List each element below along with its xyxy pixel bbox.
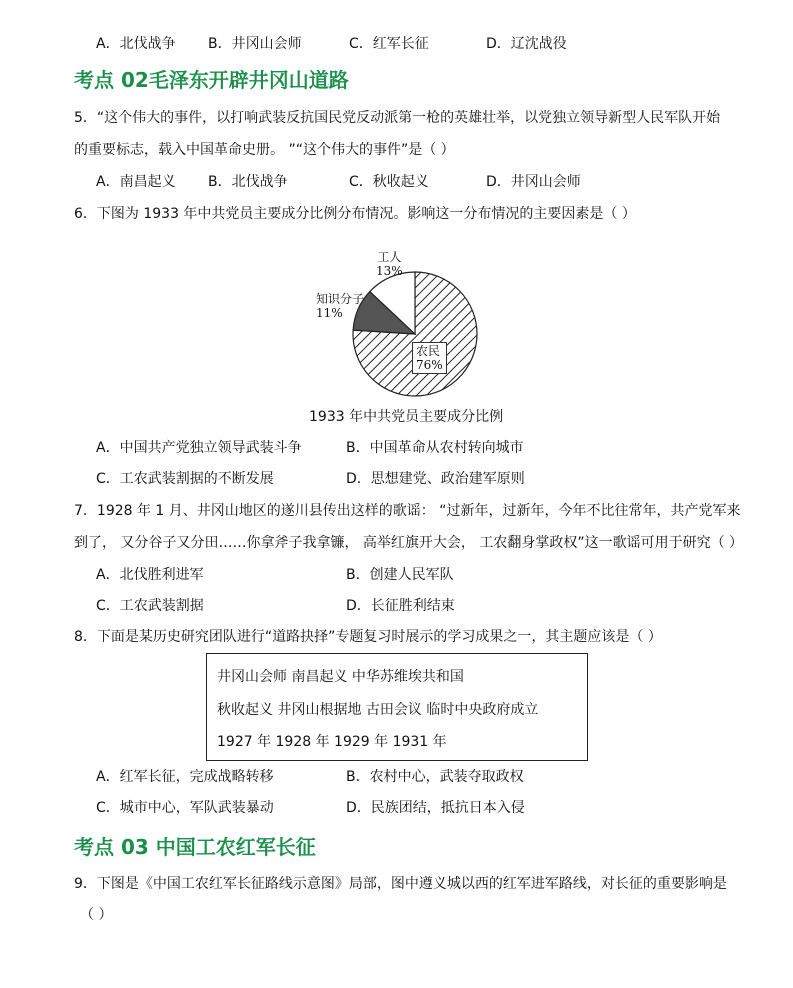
q5-option-b: B．北伐战争	[208, 174, 288, 190]
pie-label-worker-value: 13%	[376, 264, 403, 278]
pie-label-peasant-name: 农民	[416, 344, 441, 358]
pie-label-peasant	[412, 342, 447, 374]
q6-option-d: D．思想建党、政治建军原则	[346, 471, 525, 487]
pie-label-intellectual-name: 知识分子	[316, 292, 365, 306]
q8-option-a: A．红军长征，完成战略转移	[96, 769, 274, 785]
q6-option-a: A．中国共产党独立领导武装斗争	[96, 440, 302, 456]
q5-option-d: D．井冈山会师	[486, 174, 581, 190]
pie-label-intellectual-value: 11%	[316, 306, 343, 320]
q8-option-b: B．农村中心，武装夺取政权	[346, 769, 524, 785]
q9-stem-line1: 9．下图是《中国工农红军长征路线示意图》局部，图中遵义城以西的红军进军路线，对长征的重要影响是	[74, 876, 727, 892]
q7-option-a: A．北伐胜利进军	[96, 567, 204, 583]
q5-option-a: A．南昌起义	[96, 174, 176, 190]
q6-option-b: B．中国革命从农村转向城市	[346, 440, 524, 456]
party-composition-pie-chart	[300, 244, 500, 404]
q8-option-d: D．民族团结，抵抗日本入侵	[346, 800, 525, 816]
q7-option-b: B．创建人民军队	[346, 567, 454, 583]
q5-stem-line2: 的重要标志，载入中国革命史册。 ”“这个伟大的事件”是（ ）	[74, 142, 455, 158]
q4-option-c: C．红军长征	[349, 36, 429, 52]
q7-stem-line1: 7．1928 年 1 月、井冈山地区的遂川县传出这样的歌谣： “过新年，过新年，今年不比往常年，共产党军来	[74, 503, 741, 519]
q7-option-c: C．工农武装割据	[96, 598, 204, 614]
q7-stem-line2: 到了， 又分谷子又分田……你拿斧子我拿镰， 高举红旗开大会， 工农翻身掌政权”这一歌谣可用于研究（ ）	[74, 535, 744, 551]
q8-material-box	[206, 653, 588, 761]
pie-label-intellectual	[316, 292, 364, 320]
q8-box-row2: 秋收起义 井冈山根据地 古田会议 临时中央政府成立	[217, 702, 539, 718]
q5-option-c: C．秋收起义	[349, 174, 429, 190]
q8-box-row3: 1927 年 1928 年 1929 年 1931 年	[217, 734, 447, 750]
q4-option-a: A．北伐战争	[96, 36, 176, 52]
q4-option-d: D．辽沈战役	[486, 36, 567, 52]
chart-caption: 1933 年中共党员主要成分比例	[309, 409, 504, 425]
section-heading-03: 考点 03 中国工农红军长征	[74, 835, 316, 859]
q5-stem-line1: 5．“这个伟大的事件，以打响武装反抗国民党反动派第一枪的英雄壮举，以党独立领导新型人民军队开始	[74, 110, 721, 126]
q6-option-c: C．工农武装割据的不断发展	[96, 471, 274, 487]
q9-stem-line2: （ ）	[80, 907, 113, 923]
q7-option-d: D．长征胜利结束	[346, 598, 455, 614]
q6-stem: 6．下图为 1933 年中共党员主要成分比例分布情况。影响这一分布情况的主要因素是（ ）	[74, 206, 636, 222]
q8-stem: 8．下面是某历史研究团队进行“道路抉择”专题复习时展示的学习成果之一，其主题应该是（ ）	[74, 629, 662, 645]
pie-label-worker	[376, 250, 403, 278]
section-heading-02: 考点 02毛泽东开辟井冈山道路	[74, 68, 349, 92]
pie-label-worker-name: 工人	[377, 250, 402, 264]
pie-label-peasant-value: 76%	[416, 358, 443, 372]
q4-option-b: B．井冈山会师	[208, 36, 302, 52]
q8-option-c: C．城市中心，军队武装暴动	[96, 800, 274, 816]
q8-box-row1: 井冈山会师 南昌起义 中华苏维埃共和国	[217, 669, 464, 685]
